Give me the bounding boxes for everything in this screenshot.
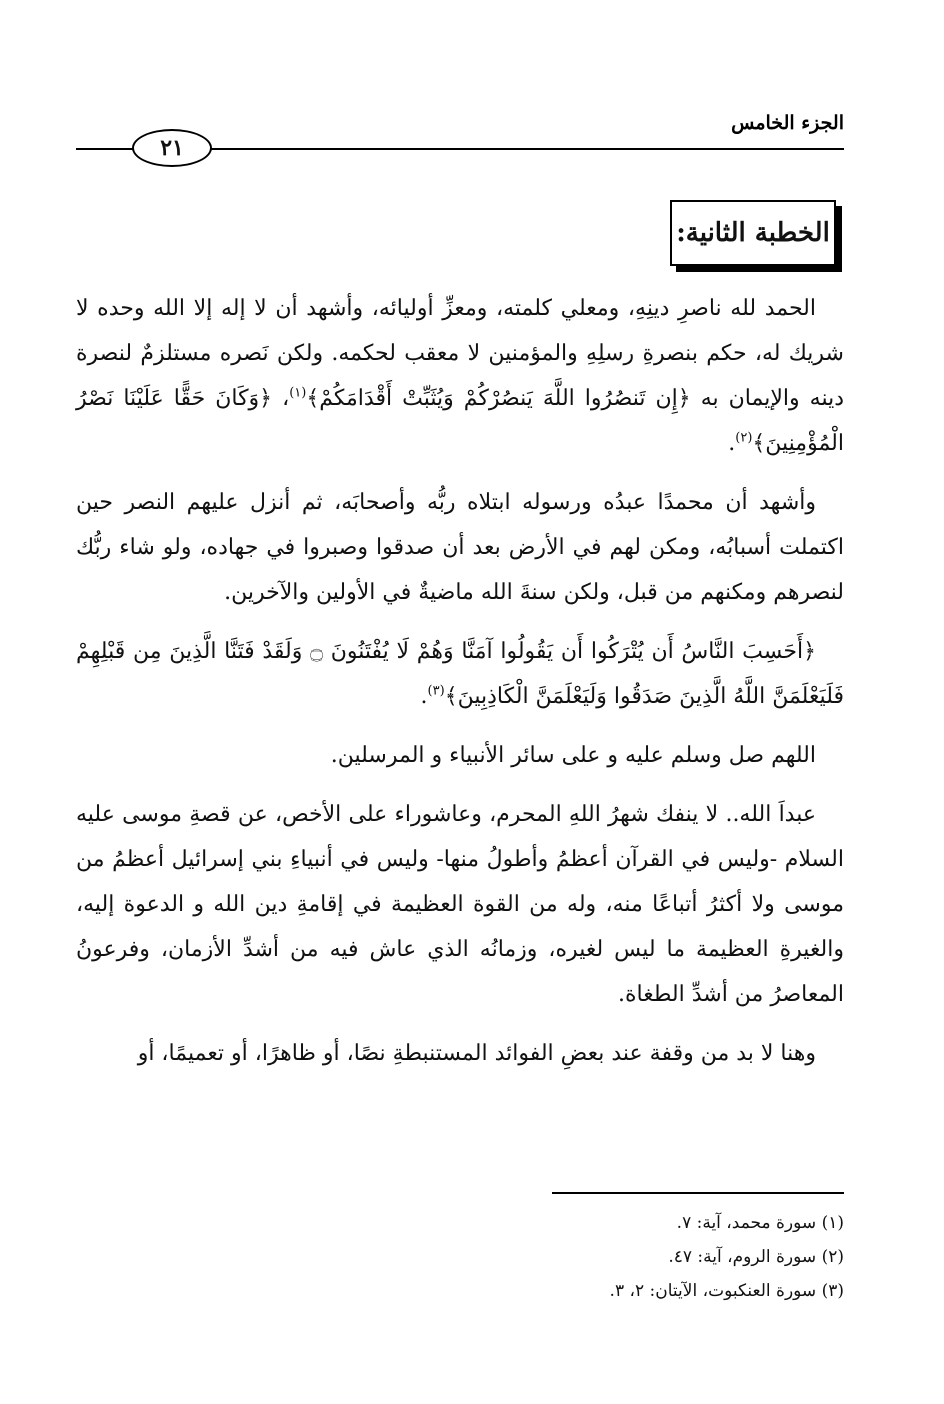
paragraph-2: وأشهد أن محمدًا عبدُه ورسوله ابتلاه ربُّه وأصحابَه، ثم أنزل عليهم النصر حين اكتملت أسبابُه، ومكن لهم في الأرض بعد أن صدقوا وصبروا في جهاده، ولو شاء ربُّك لنصرهم ومكنهم من قبل، ولكن سنةَ الله ماضيةٌ في الأولين والآخرين. [76, 490, 844, 605]
section-heading: الخطبة الثانية: [670, 200, 836, 266]
paragraph-5: عبداَ الله.. لا ينفك شهرُ اللهِ المحرم، وعاشوراء على الأخص، عن قصةِ موسى عليه السلام -وليس في القرآن أعظمُ وأطولُ منها- وليس في أنبياءِ بني إسرائيل أعظمُ من موسى ولا أكثرُ أتباعًا منه، وله من القوة العظيمة في إقامةِ دين الله و الدعوة إليه، والغيرةِ العظيمة ما ليس لغيره، وزمانُه الذي عاش فيه من أشدِّ الأزمان، وفرعونُ المعاصرُ من أشدِّ الطغاة. [76, 802, 845, 1007]
paragraph-1-end: . [728, 431, 736, 456]
page-number: ٢١ [132, 129, 212, 167]
footnote-ref-2: (٢) [735, 430, 753, 446]
footnote-1: (١) سورة محمد، آية: ٧. [676, 1213, 844, 1233]
body-text [76, 286, 844, 1090]
paragraph-3 [76, 629, 844, 719]
footnotes [244, 1206, 844, 1308]
footnote-rule [552, 1192, 844, 1194]
paragraph-6: وهنا لا بد من وقفة عند بعضِ الفوائد المستنبطةِ نصًا، أو ظاهرًا، أو تعميمًا، أو [137, 1041, 816, 1066]
footnote-ref-3: (٣) [427, 683, 445, 699]
quran-verse-3: ﴿أَحَسِبَ النَّاسُ أَن يُتْرَكُوا أَن يَقُولُوا آمَنَّا وَهُمْ لَا يُفْتَنُونَ ۝ وَلَقَدْ فَتَنَّا الَّذِينَ مِن قَبْلِهِمْ فَلَيَعْلَمَنَّ اللَّهُ الَّذِينَ صَدَقُوا وَلَيَعْلَمَنَّ الْكَاذِبِينَ﴾ [76, 639, 844, 709]
paragraph-3-end: . [420, 684, 428, 709]
footnote-ref-1: (١) [289, 385, 307, 401]
quran-verse-2: ﴿وَكَانَ حَقًّا عَلَيْنَا نَصْرُ الْمُؤْمِنِينَ﴾ [76, 386, 844, 456]
paragraph-1 [76, 286, 844, 466]
footnote-3: (٣) سورة العنكبوت، الآيتان: ٢، ٣. [609, 1281, 844, 1301]
quran-verse-1: ﴿إِن تَنصُرُوا اللَّهَ يَنصُرْكُمْ وَيُثَبِّتْ أَقْدَامَكُمْ﴾ [306, 386, 691, 411]
paragraph-1-text: الحمد لله ناصرِ دينِهِ، ومعلي كلمته، ومعزِّ أوليائه، وأشهد أن لا إله إلا الله وحده لا شريك له، حكم بنصرةِ رسلِهِ والمؤمنين لا معقب لحكمه. ولكن نَصره مستلزمٌ لنصرة دينه والإيمان به [76, 296, 845, 411]
separator: ، [272, 386, 290, 411]
paragraph-4: اللهم صل وسلم عليه و على سائر الأنبياء و المرسلين. [330, 743, 816, 768]
running-header: الجزء الخامس [731, 112, 844, 134]
footnote-2: (٢) سورة الروم، آية: ٤٧. [668, 1247, 844, 1267]
